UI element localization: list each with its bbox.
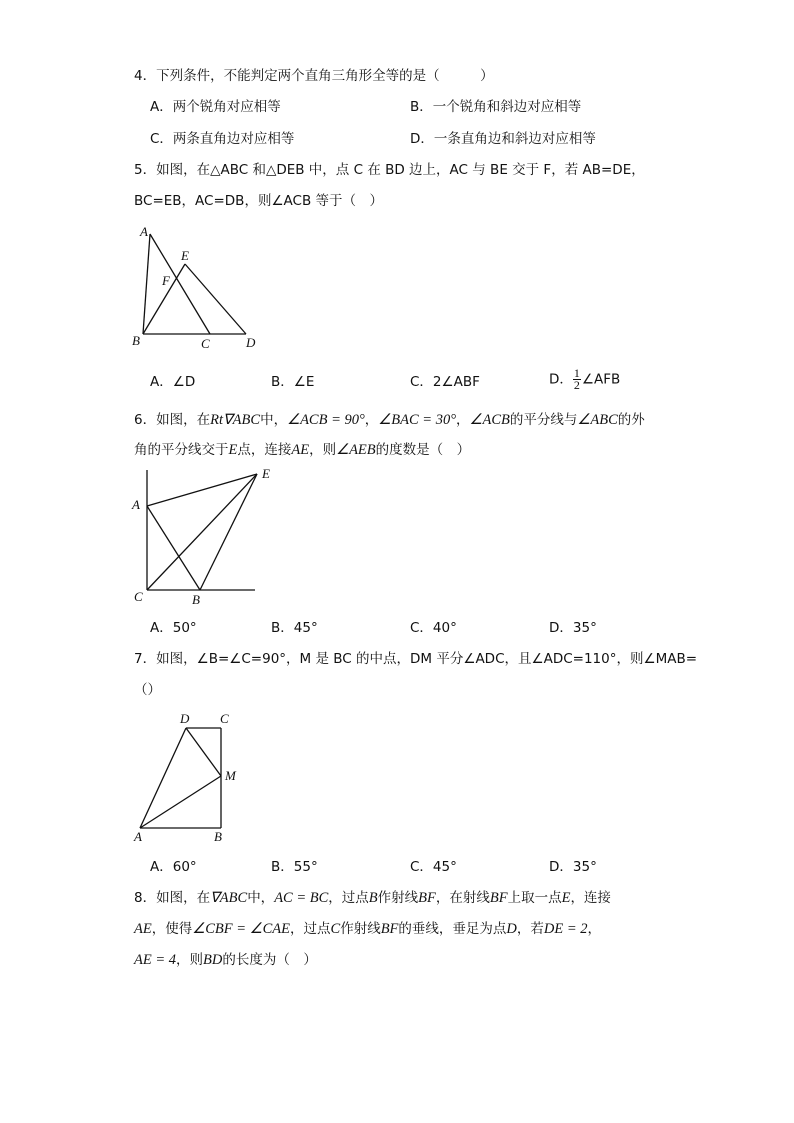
q7-label-a: A [134, 829, 142, 844]
q8-text: 的垂线，垂足为点 [398, 921, 507, 937]
q6-label-c: C [134, 589, 143, 604]
q5-option-d-suffix: ∠AFB [581, 371, 621, 388]
q8-math-bf-3: BF [380, 921, 399, 937]
q7-option-d[interactable]: D．35° [549, 859, 597, 875]
q8-text: 上取一点 [507, 890, 562, 906]
q4-stem: 4．下列条件，不能判定两个直角三角形全等的是（ ） [134, 68, 494, 84]
q5-option-d-prefix: D． [549, 371, 573, 388]
q8-math-bd: BD [203, 952, 223, 968]
q6-text: 6．如图，在 [134, 412, 211, 428]
q6-option-d[interactable]: D．35° [549, 620, 597, 636]
q5-option-d-fraction [573, 368, 581, 391]
q6-label-a: A [132, 497, 140, 512]
q6-segment-ab [147, 506, 200, 590]
q6-figure [128, 466, 278, 608]
q5-label-c: C [201, 336, 210, 351]
q5-segment-ed [185, 264, 246, 334]
q5-label-e: E [181, 248, 189, 263]
q7-segment-dm [186, 728, 221, 776]
q7-label-m: M [225, 768, 236, 783]
q6-option-b[interactable]: B．45° [271, 620, 318, 636]
q4-option-b[interactable]: B．一个锐角和斜边对应相等 [410, 99, 582, 115]
q5-option-d[interactable] [549, 368, 620, 391]
q8-text: 8．如图，在 [134, 890, 211, 906]
q8-stem-line3 [134, 951, 317, 969]
q6-text: 点，连接 [237, 442, 292, 458]
q6-text: 的平分线与 [509, 412, 578, 428]
q5-label-a: A [140, 224, 148, 239]
q6-option-c[interactable]: C．40° [410, 620, 457, 636]
q5-fraction-numerator: 1 [573, 366, 580, 380]
q6-text: 的度数是（ ） [375, 442, 471, 458]
q5-segment-ab [143, 234, 150, 334]
q8-math-ae: AE [134, 921, 152, 937]
q6-text: ，则 [309, 442, 337, 458]
q7-stem-line1: 7．如图，∠B=∠C=90°，M 是 BC 的中点，DM 平分∠ADC，且∠ADC=110°，则∠MAB= [134, 651, 698, 667]
q6-text: 中， [260, 412, 288, 428]
q8-stem-line1 [134, 889, 611, 907]
q6-label-e: E [262, 466, 270, 481]
q8-math-triangle: ∇ABC [210, 890, 248, 906]
q6-math-triangle: Rt∇ABC [210, 412, 261, 428]
q5-stem-line2: BC=EB，AC=DB，则∠ACB 等于（ ） [134, 193, 384, 209]
q8-text: ，则 [176, 952, 203, 968]
q7-figure [128, 710, 253, 847]
q6-option-a[interactable]: A．50° [150, 620, 197, 636]
q6-text: ， [456, 412, 470, 428]
q8-math-b: B [368, 890, 378, 906]
q6-math-angle-acb: ∠ACB = 90° [287, 412, 365, 428]
q7-option-c[interactable]: C．45° [410, 859, 457, 875]
q7-stem-line2: （） [134, 682, 161, 698]
q4-option-c[interactable]: C．两条直角边对应相等 [150, 131, 295, 147]
q7-label-d: D [180, 711, 190, 726]
q8-math-c: C [330, 921, 341, 937]
q6-text: 角的平分线交于 [134, 442, 229, 458]
q6-math-angle-aeb: ∠AEB [336, 442, 376, 458]
q8-text: ，若 [516, 921, 544, 937]
q8-text: 中， [247, 890, 275, 906]
q6-math-ae: AE [291, 442, 310, 458]
q8-math-de: DE = 2 [543, 921, 588, 937]
q6-math-e: E [228, 442, 238, 458]
q4-option-a[interactable]: A．两个锐角对应相等 [150, 99, 281, 115]
q6-math-angle-acb-2: ∠ACB [469, 412, 510, 428]
q8-math-ac-bc: AC = BC [274, 890, 329, 906]
q5-fraction-denominator: 2 [573, 378, 580, 392]
q8-text: ，使得 [151, 921, 193, 937]
q5-option-a[interactable]: A．∠D [150, 374, 196, 390]
q5-stem-line1: 5．如图，在△ABC 和△DEB 中，点 C 在 BD 边上，AC 与 BE 交于 F，若 AB=DE， [134, 162, 645, 178]
q5-label-d: D [246, 335, 256, 350]
q8-math-bf-2: BF [489, 890, 508, 906]
q8-text: ， [587, 921, 602, 937]
q8-text: 作射线 [340, 921, 381, 937]
q6-math-angle-bac: ∠BAC = 30° [378, 412, 457, 428]
q8-math-bf: BF [418, 890, 436, 906]
q8-text: 的长度为（ ） [222, 952, 317, 968]
q6-text: ， [364, 412, 379, 428]
q6-math-angle-abc: ∠ABC [577, 412, 618, 428]
q7-option-b[interactable]: B．55° [271, 859, 318, 875]
q7-label-b: B [214, 829, 222, 844]
q5-option-c[interactable]: C．2∠ABF [410, 374, 480, 390]
q6-label-b: B [192, 592, 200, 607]
q8-stem-line2 [134, 920, 601, 938]
q7-label-c: C [220, 711, 229, 726]
q5-option-b[interactable]: B．∠E [271, 374, 315, 390]
q4-option-d[interactable]: D．一条直角边和斜边对应相等 [410, 131, 596, 147]
q5-segment-ac [150, 234, 210, 334]
q8-math-ae-4: AE = 4 [134, 952, 176, 968]
q8-text: ，连接 [570, 890, 611, 906]
q6-stem-line2 [134, 441, 470, 459]
q6-segment-ae [147, 474, 257, 506]
q8-math-e: E [561, 890, 571, 906]
q5-label-b: B [132, 333, 140, 348]
q8-text: ，过点 [290, 921, 331, 937]
q8-text: ，过点 [328, 890, 369, 906]
q8-text: 作射线 [377, 890, 419, 906]
q7-option-a[interactable]: A．60° [150, 859, 197, 875]
q8-math-angle-eq: ∠CBF = ∠CAE [192, 921, 291, 937]
q5-label-f: F [162, 273, 170, 288]
q8-text: ，在射线 [435, 890, 490, 906]
q6-stem-line1 [134, 411, 645, 429]
q8-math-d: D [506, 921, 517, 937]
q5-figure [128, 222, 268, 352]
q6-segment-be [200, 474, 257, 590]
q6-text: 的外 [617, 412, 645, 428]
